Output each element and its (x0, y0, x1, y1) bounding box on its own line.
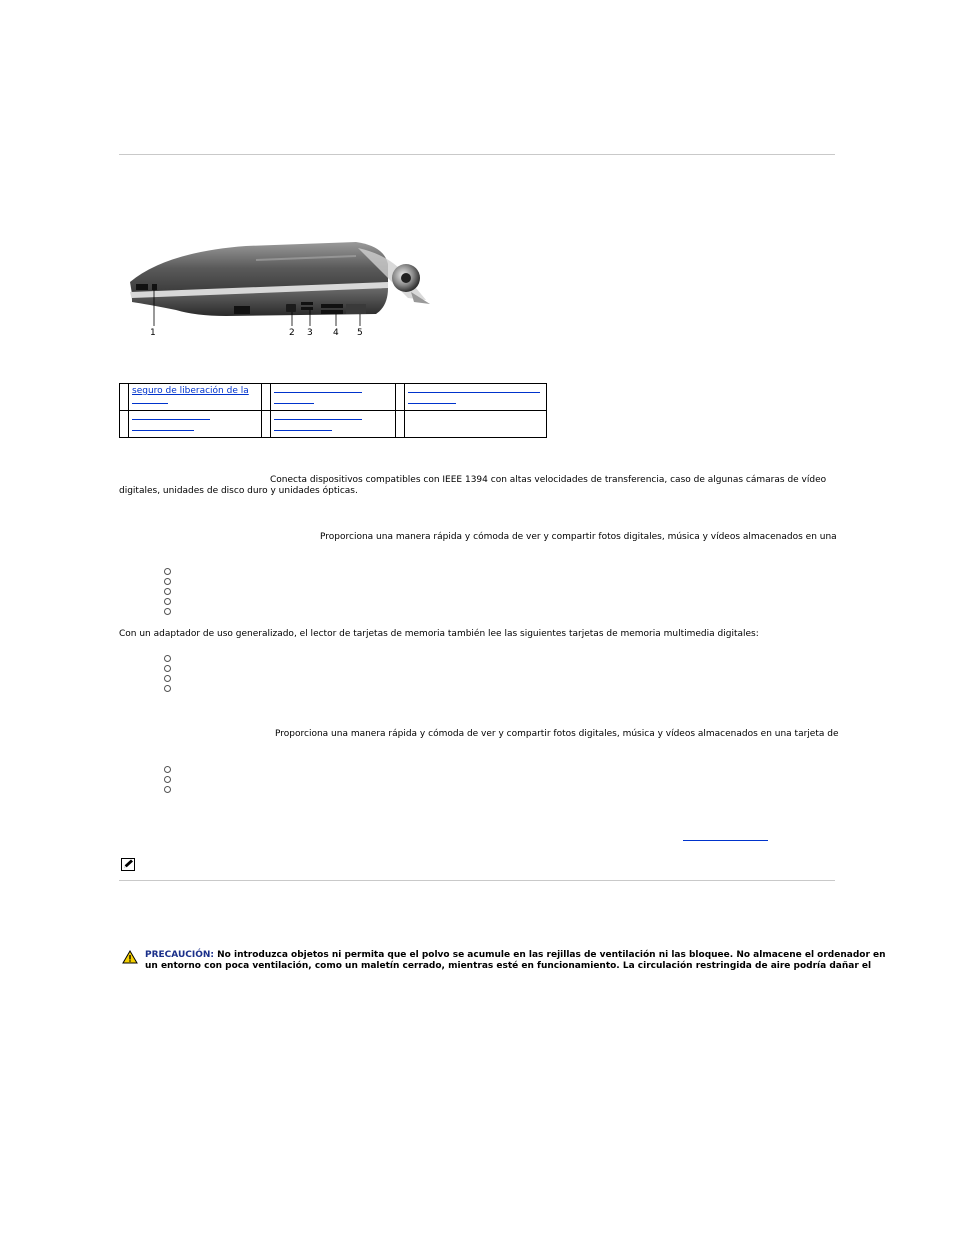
callout-link-5-continuation[interactable] (274, 429, 332, 431)
table-row (120, 411, 547, 438)
caution-text-line2: un entorno con poca ventilación, como un maletín cerrado, mientras esté en funcionamiento. La circulación restringida de aire podría dañar el (145, 961, 872, 971)
callout-number-1: 1 (150, 328, 156, 338)
caution-label: PRECAUCIÓN: (145, 950, 215, 960)
card-reader-description: Proporciona una manera rápida y cómoda de ver y compartir fotos digitales, música y vídeos almacenados en una (320, 532, 837, 542)
list-bullet (164, 608, 171, 615)
caution-text (145, 950, 886, 972)
laptop-side-figure (126, 238, 436, 348)
callout-link-3-continuation[interactable] (408, 402, 456, 404)
table-cell (405, 384, 547, 411)
list-bullet (164, 655, 171, 662)
top-divider (119, 154, 835, 155)
table-cell (120, 384, 129, 411)
callout-link-continuation[interactable] (132, 402, 168, 404)
callout-link-4-continuation[interactable] (132, 429, 194, 431)
list-bullet (164, 786, 171, 793)
list-bullet (164, 685, 171, 692)
ieee1394-description-line1: Conecta dispositivos compatibles con IEEE 1394 con altas velocidades de transferencia, caso de algunas cámaras de vídeo (270, 475, 827, 485)
callout-link-release-latch[interactable]: seguro de liberación de la (132, 386, 249, 396)
list-bullet (164, 665, 171, 672)
table-row (120, 384, 547, 411)
table-cell (271, 384, 396, 411)
list-bullet (164, 675, 171, 682)
table-cell (405, 411, 547, 438)
table-cell (396, 384, 405, 411)
list-bullet (164, 588, 171, 595)
laptop-side-illustration (126, 238, 436, 348)
callout-link-3[interactable] (408, 391, 540, 393)
caution-icon (122, 950, 138, 964)
callout-link-2-continuation[interactable] (274, 402, 314, 404)
table-cell (396, 411, 405, 438)
table-cell (129, 384, 262, 411)
note-icon (121, 858, 135, 871)
section-divider (119, 880, 835, 881)
caution-text-line1: No introduzca objetos ni permita que el polvo se acumule en las rejillas de ventilación ni las bloquee. No almacene el ordenador en (214, 950, 886, 960)
callout-number-2: 2 (289, 328, 295, 338)
table-cell (271, 411, 396, 438)
list-bullet (164, 568, 171, 575)
callout-link-4[interactable] (132, 418, 210, 420)
list-bullet (164, 598, 171, 605)
callout-link-2[interactable] (274, 391, 362, 393)
card-reader-description-2: Proporciona una manera rápida y cómoda de ver y compartir fotos digitales, música y vídeos almacenados en una tarjeta de (275, 729, 839, 739)
callout-number-5: 5 (357, 328, 363, 338)
inline-link[interactable] (683, 839, 768, 841)
table-cell (262, 411, 271, 438)
callout-number-4: 4 (333, 328, 339, 338)
callout-link-5[interactable] (274, 418, 362, 420)
callout-number-3: 3 (307, 328, 313, 338)
list-bullet (164, 776, 171, 783)
table-cell (129, 411, 262, 438)
table-cell (120, 411, 129, 438)
table-cell (262, 384, 271, 411)
list-bullet (164, 578, 171, 585)
callout-table (119, 383, 547, 438)
adapter-description: Con un adaptador de uso generalizado, el lector de tarjetas de memoria también lee las siguientes tarjetas de memoria multimedia digitales: (119, 629, 759, 639)
ieee1394-description-line2: digitales, unidades de disco duro y unidades ópticas. (119, 486, 358, 496)
list-bullet (164, 766, 171, 773)
